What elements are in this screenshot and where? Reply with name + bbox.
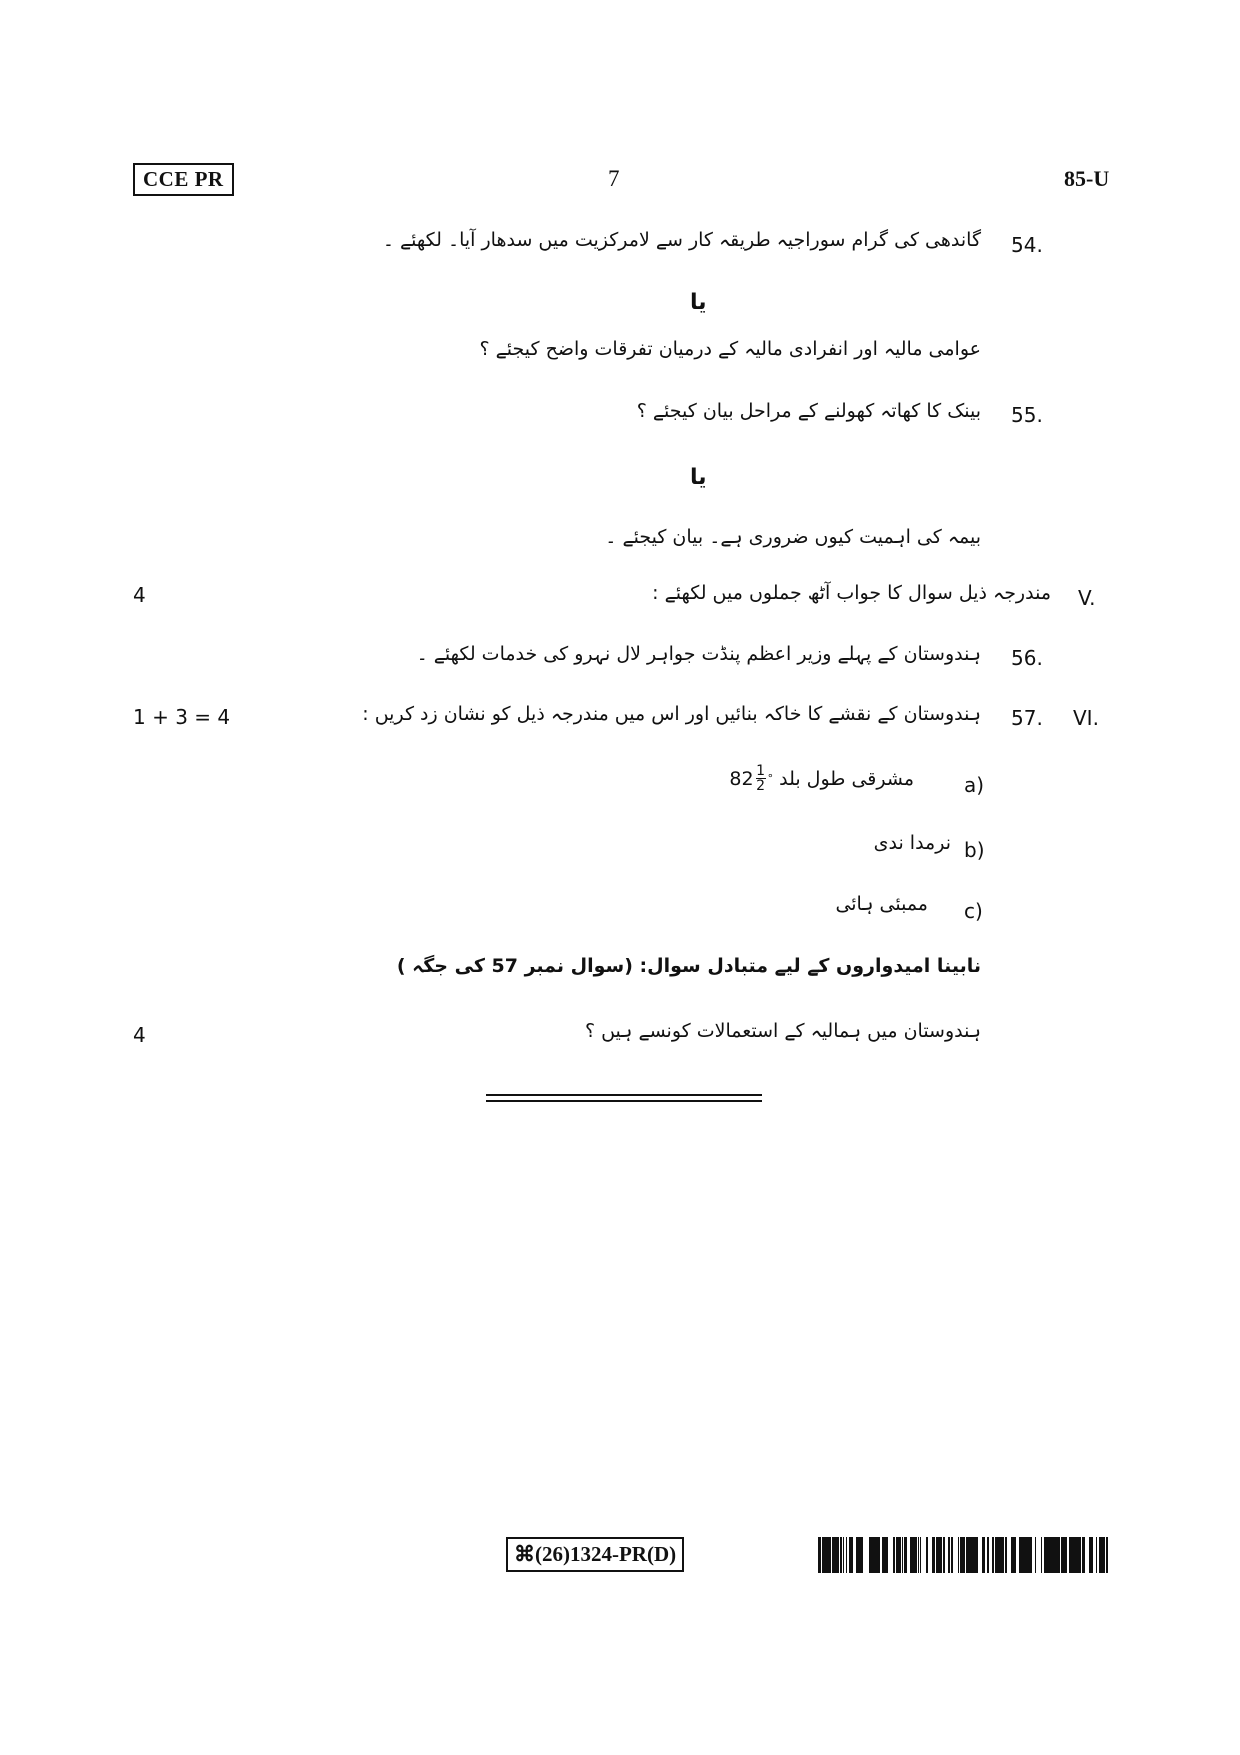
barcode-bar [932, 1537, 935, 1573]
barcode-bar [840, 1537, 841, 1573]
barcode-bar [1082, 1537, 1083, 1573]
question-number-54: 54. [1011, 233, 1043, 257]
barcode-bar [851, 1537, 852, 1573]
barcode-bar [1001, 1537, 1004, 1573]
barcode-bar [843, 1537, 844, 1573]
barcode-bar [834, 1537, 836, 1573]
barcode-bar [926, 1537, 928, 1573]
barcode-bar [967, 1537, 969, 1573]
barcode-bar [910, 1537, 913, 1573]
barcode-bar [904, 1537, 905, 1573]
barcode-bar [872, 1537, 873, 1573]
question-55-text: بینک کا کھاتہ کھولنے کے مراحل بیان کیجئے ؟ [636, 400, 981, 422]
barcode-bar [827, 1537, 828, 1573]
barcode-bar [1025, 1537, 1027, 1573]
question-54-alternative: عوامی مالیہ اور انفرادی مالیہ کے درمیان تفرقات واضح کیجئے ؟ [479, 338, 981, 360]
barcode-bar [1012, 1537, 1014, 1573]
section-5-marks: 4 [133, 583, 146, 607]
barcode-bar [828, 1537, 830, 1573]
barcode-bar [913, 1537, 914, 1573]
paper-code-box: CCE PR [133, 163, 234, 196]
barcode-bar [1059, 1537, 1060, 1573]
item-a-text [729, 764, 914, 793]
barcode-bar [861, 1537, 863, 1573]
barcode-bar [1057, 1537, 1058, 1573]
longitude-value [729, 764, 773, 793]
or-separator: یا [690, 465, 707, 490]
barcode-bar [1011, 1537, 1012, 1573]
barcode-bar [857, 1537, 858, 1573]
barcode-bar [899, 1537, 900, 1573]
question-56-text: ہندوستان کے پہلے وزیر اعظم پنڈت جواہر لال نہرو کی خدمات لکھئے ۔ [416, 643, 981, 665]
barcode-bar [1084, 1537, 1085, 1573]
barcode-bar [987, 1537, 988, 1573]
barcode-bar [974, 1537, 975, 1573]
barcode-bar [1054, 1537, 1056, 1573]
barcode-bar [1050, 1537, 1051, 1573]
section-6-marks: 1 + 3 = 4 [133, 705, 231, 729]
item-b-text: نرمدا ندی [873, 832, 951, 854]
barcode-bar [819, 1537, 820, 1573]
barcode-bar [1005, 1537, 1006, 1573]
barcode-bar [887, 1537, 888, 1573]
barcode-bar [856, 1537, 857, 1573]
footer-code-box: ⌘(26)1324-PR(D) [506, 1537, 684, 1572]
barcode-bar [1069, 1537, 1070, 1573]
barcode-bar [894, 1537, 895, 1573]
barcode-bar [884, 1537, 887, 1573]
barcode-bar [976, 1537, 978, 1573]
item-label-a: a) [964, 773, 985, 797]
barcode-bar [964, 1537, 965, 1573]
barcode-bar [1103, 1537, 1104, 1573]
barcode-bar [918, 1537, 919, 1573]
barcode-bar [1053, 1537, 1054, 1573]
barcode-bar [1078, 1537, 1080, 1573]
barcode-bar [998, 1537, 999, 1573]
barcode-bar [1065, 1537, 1067, 1573]
barcode-bar [905, 1537, 906, 1573]
barcode-bar [860, 1537, 861, 1573]
barcode-bar [878, 1537, 880, 1573]
barcode-bar [1089, 1537, 1092, 1573]
barcode-bar [984, 1537, 985, 1573]
longitude-fraction: $\frac{1}{2}$ [756, 763, 766, 794]
barcode-bar [971, 1537, 974, 1573]
barcode-bar [1072, 1537, 1073, 1573]
barcode-bar [1092, 1537, 1093, 1573]
barcode-bar [896, 1537, 898, 1573]
barcode-bar [962, 1537, 963, 1573]
barcode-bar [846, 1537, 847, 1573]
barcode-bar [1045, 1537, 1047, 1573]
barcode-bar [1056, 1537, 1057, 1573]
barcode-bar [1015, 1537, 1016, 1573]
barcode-bar [1061, 1537, 1062, 1573]
barcode-bar [966, 1537, 967, 1573]
barcode-bar [1027, 1537, 1028, 1573]
barcode-bar [858, 1537, 860, 1573]
barcode-bar [916, 1537, 917, 1573]
barcode-bar [1070, 1537, 1072, 1573]
question-number-57: 57. [1011, 706, 1043, 730]
barcode-bar [1080, 1537, 1081, 1573]
barcode-bar [960, 1537, 962, 1573]
barcode-bar [1051, 1537, 1052, 1573]
barcode-bar [1021, 1537, 1022, 1573]
barcode-bar [1052, 1537, 1053, 1573]
item-c-text: ممبئی ہائی [835, 893, 928, 915]
barcode-bar [906, 1537, 907, 1573]
barcode-bar [1029, 1537, 1031, 1573]
barcode-bar [1028, 1537, 1029, 1573]
barcode-bar [1014, 1537, 1015, 1573]
barcode-bar [1020, 1537, 1021, 1573]
barcode-bar [914, 1537, 916, 1573]
barcode-bar [1023, 1537, 1025, 1573]
barcode-bar [958, 1537, 959, 1573]
barcode-bar [1019, 1537, 1020, 1573]
barcode-bar [1022, 1537, 1023, 1573]
barcode-bar [1035, 1537, 1036, 1573]
end-rule-top [486, 1094, 762, 1096]
barcode-bar [882, 1537, 884, 1573]
barcode-bar [1096, 1537, 1097, 1573]
longitude-label: مشرقی طول بلد [779, 767, 914, 790]
barcode-bar [992, 1537, 994, 1573]
barcode-bar [951, 1537, 952, 1573]
barcode-bar [963, 1537, 964, 1573]
barcode-bar [939, 1537, 942, 1573]
item-label-c: c) [964, 899, 983, 923]
barcode-bar [1101, 1537, 1103, 1573]
barcode-bar [820, 1537, 821, 1573]
barcode-bar [936, 1537, 939, 1573]
paper-code: 85-U [1064, 166, 1110, 191]
barcode-bar [822, 1537, 824, 1573]
barcode-bar [952, 1537, 953, 1573]
barcode-bar [975, 1537, 976, 1573]
barcode-bar [1031, 1537, 1032, 1573]
barcode-bar [900, 1537, 901, 1573]
blind-question-marks: 4 [133, 1023, 146, 1047]
question-57-text: ہندوستان کے نقشے کا خاکہ بنائیں اور اس میں مندرجہ ذیل کو نشان زد کریں : [362, 703, 981, 725]
barcode-bar [876, 1537, 878, 1573]
barcode-bar [1073, 1537, 1076, 1573]
barcode-bar [1083, 1537, 1084, 1573]
barcode-bar [1062, 1537, 1065, 1573]
barcode-bar [1104, 1537, 1105, 1573]
question-number-55: 55. [1011, 403, 1043, 427]
barcode-bar [1047, 1537, 1050, 1573]
item-label-b: b) [964, 838, 985, 862]
barcode-bar [1044, 1537, 1045, 1573]
barcode-bar [949, 1537, 950, 1573]
barcode-bar [893, 1537, 894, 1573]
longitude-degrees: 82 [729, 767, 754, 790]
barcode-bar [1106, 1537, 1108, 1573]
or-separator: یا [690, 290, 707, 315]
barcode [818, 1537, 1110, 1573]
blind-candidates-heading: نابینا امیدواروں کے لیے متبادل سوال: (سوال نمبر 57 کی جگہ ) [396, 955, 981, 977]
end-rule-bottom [486, 1100, 762, 1102]
barcode-bar [988, 1537, 989, 1573]
section-5-roman: V. [1078, 586, 1096, 610]
barcode-bar [969, 1537, 970, 1573]
barcode-bar [841, 1537, 842, 1573]
degree-sign: ° [767, 772, 774, 785]
barcode-bar [1076, 1537, 1078, 1573]
question-54-text: گاندھی کی گرام سوراجیہ طریقہ کار سے لامرکزیت میں سدھار آیا۔ لکھئے ۔ [382, 229, 981, 251]
barcode-bar [920, 1537, 921, 1573]
barcode-bar [999, 1537, 1001, 1573]
barcode-bar [1058, 1537, 1059, 1573]
barcode-bar [824, 1537, 827, 1573]
barcode-bar [818, 1537, 819, 1573]
barcode-bar [970, 1537, 971, 1573]
barcode-bar [849, 1537, 851, 1573]
barcode-bar [898, 1537, 899, 1573]
section-5-instruction: مندرجہ ذیل سوال کا جواب آٹھ جملوں میں لکھئے : [652, 582, 1051, 604]
barcode-bar [1041, 1537, 1042, 1573]
barcode-bar [982, 1537, 984, 1573]
question-number-56: 56. [1011, 646, 1043, 670]
barcode-bar [943, 1537, 945, 1573]
question-55-alternative: بیمہ کی اہمیت کیوں ضروری ہے۔ بیان کیجئے ۔ [605, 526, 981, 548]
barcode-bar [948, 1537, 949, 1573]
barcode-bar [902, 1537, 903, 1573]
barcode-bar [836, 1537, 839, 1573]
section-6-roman: VI. [1073, 706, 1099, 730]
barcode-bar [871, 1537, 872, 1573]
barcode-bar [1099, 1537, 1101, 1573]
barcode-bar [873, 1537, 876, 1573]
barcode-bar [852, 1537, 853, 1573]
barcode-bar [995, 1537, 998, 1573]
barcode-bar [830, 1537, 831, 1573]
barcode-bar [869, 1537, 871, 1573]
barcode-bar [1006, 1537, 1007, 1573]
page-number: 7 [608, 166, 620, 191]
barcode-bar [832, 1537, 834, 1573]
blind-alternative-question: ہندوستان میں ہمالیہ کے استعمالات کونسے ہیں ؟ [584, 1020, 981, 1042]
